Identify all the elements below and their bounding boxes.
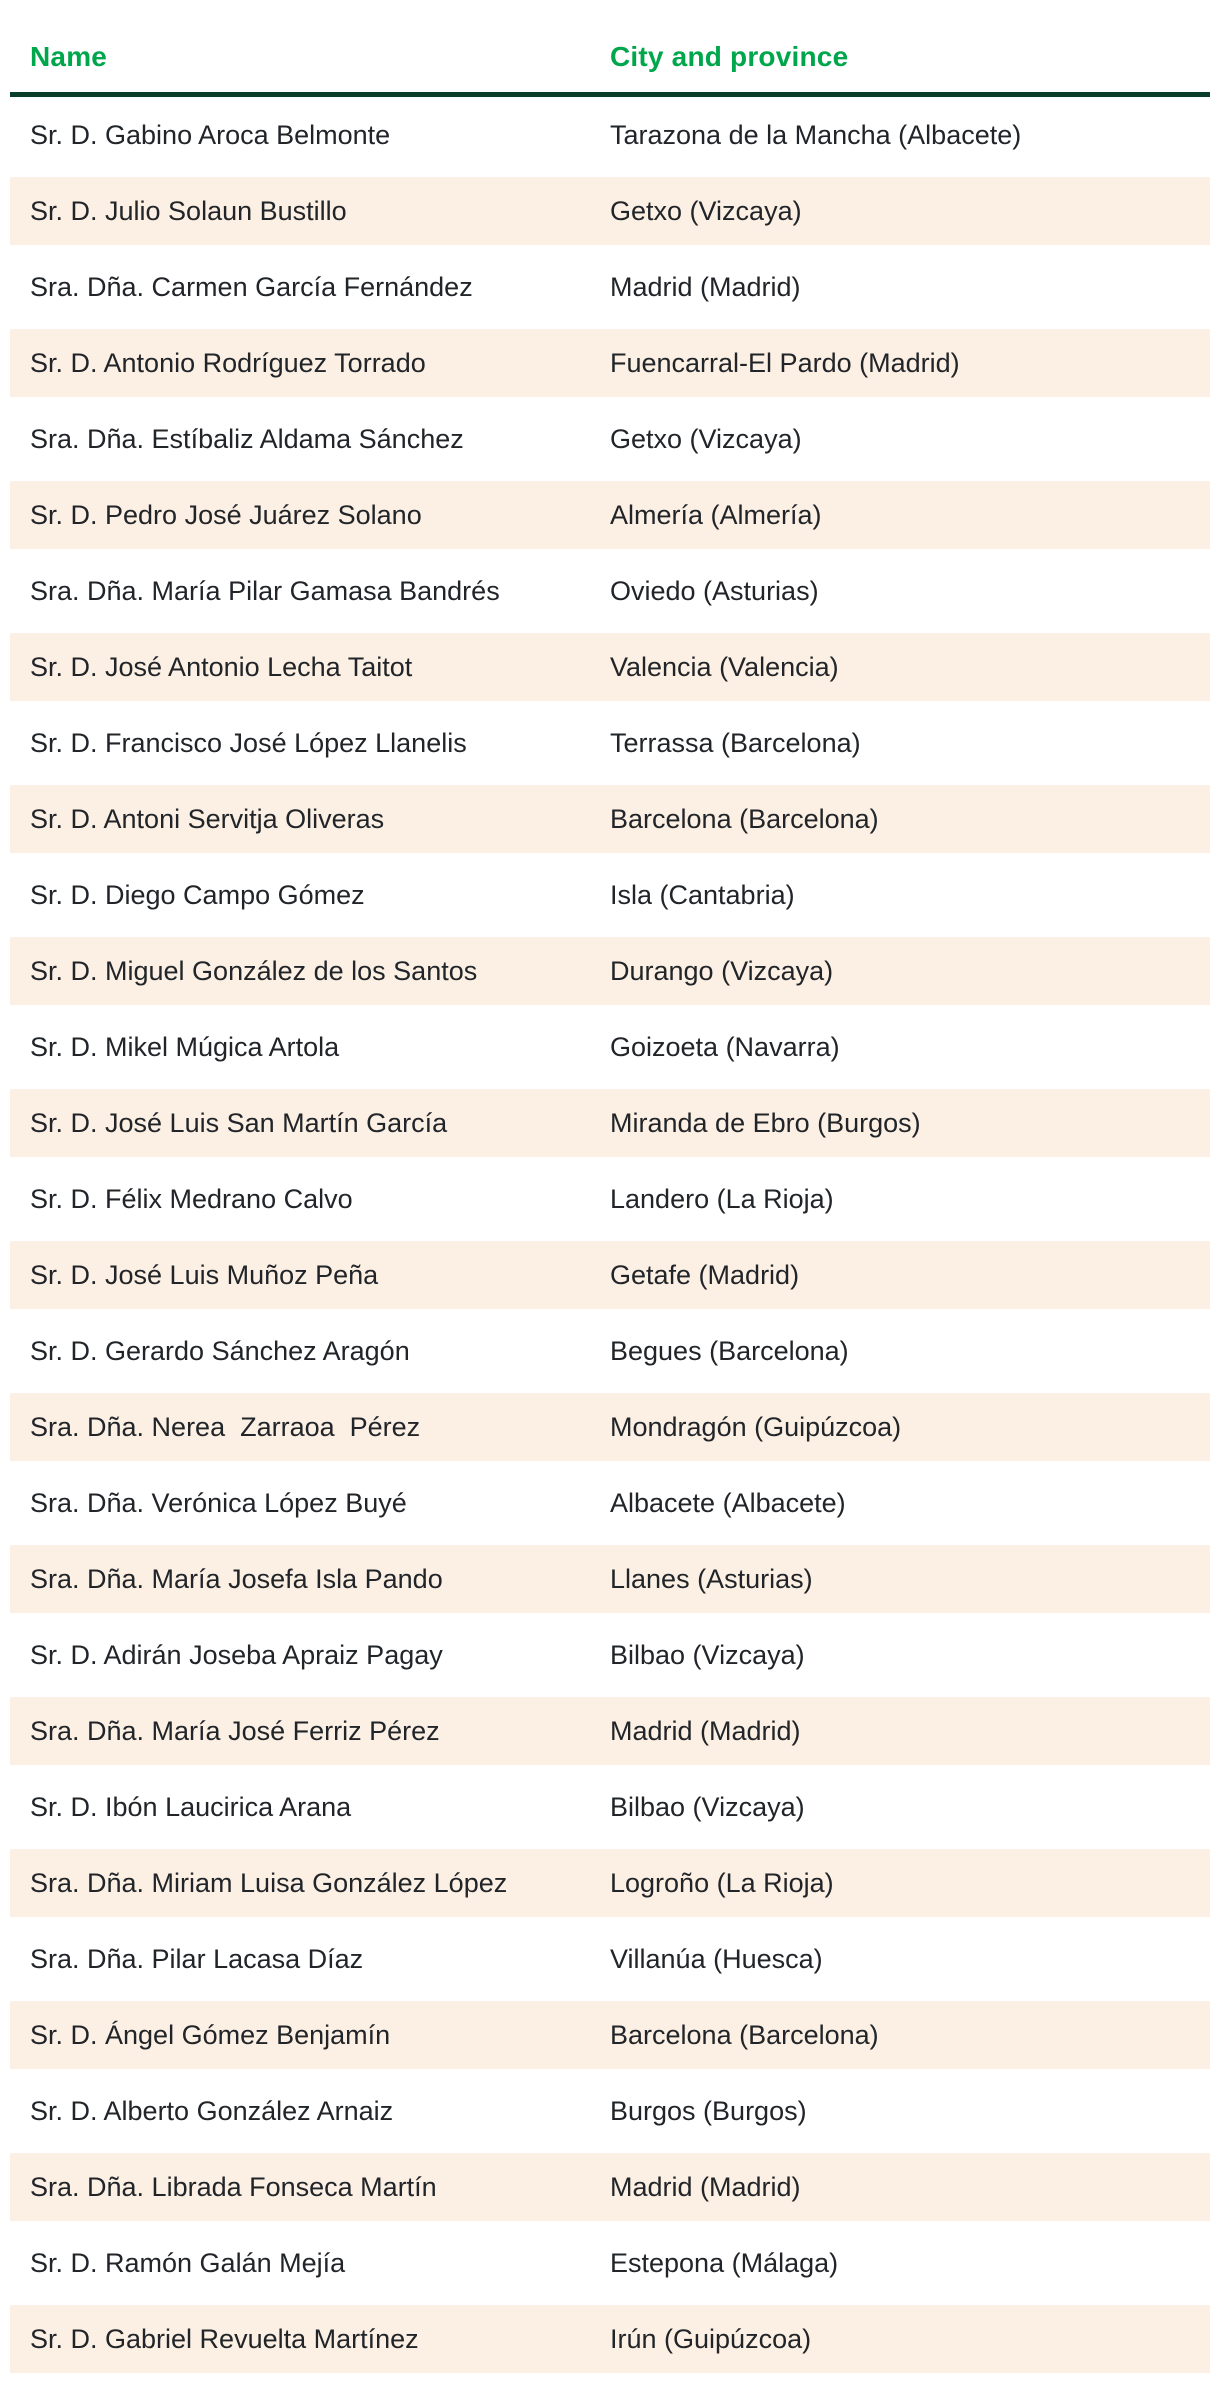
name-cell: Sra. Dña. María José Ferriz Pérez <box>30 1715 440 1746</box>
city-cell: Getafe (Madrid) <box>610 1259 800 1290</box>
table-row <box>10 253 1210 321</box>
table-row <box>10 101 1210 169</box>
name-cell: Sr. D. José Luis Muñoz Peña <box>30 1259 379 1290</box>
city-cell: Getxo (Vizcaya) <box>610 423 802 454</box>
name-cell: Sra. Dña. Librada Fonseca Martín <box>30 2171 437 2202</box>
city-cell: Durango (Vizcaya) <box>610 955 834 986</box>
table-row <box>10 2001 1210 2069</box>
city-cell: Mondragón (Guipúzcoa) <box>610 1411 902 1442</box>
city-cell: Begues (Barcelona) <box>610 1335 849 1366</box>
city-cell: Madrid (Madrid) <box>610 2171 801 2202</box>
city-cell: Barcelona (Barcelona) <box>610 2019 879 2050</box>
table-row <box>10 329 1210 397</box>
name-cell: Sr. D. Gerardo Sánchez Aragón <box>30 1335 410 1366</box>
table-row <box>10 1013 1210 1081</box>
city-cell: Albacete (Albacete) <box>610 1487 846 1518</box>
name-cell: Sra. Dña. Miriam Luisa González López <box>30 1867 508 1898</box>
table-row <box>10 2077 1210 2145</box>
city-cell: Goizoeta (Navarra) <box>610 1031 840 1062</box>
name-cell: Sra. Dña. María Pilar Gamasa Bandrés <box>30 575 500 606</box>
city-cell: Landero (La Rioja) <box>610 1183 834 1214</box>
city-cell: Estepona (Málaga) <box>610 2247 839 2278</box>
city-cell: Valencia (Valencia) <box>610 651 839 682</box>
table-row <box>10 1241 1210 1309</box>
name-cell: Sr. D. Gabriel Revuelta Martínez <box>30 2323 419 2354</box>
name-cell: Sra. Dña. Verónica López Buyé <box>30 1487 407 1518</box>
city-cell: Burgos (Burgos) <box>610 2095 807 2126</box>
table-row <box>10 1849 1210 1917</box>
city-cell: Llanes (Asturias) <box>610 1563 813 1594</box>
name-cell: Sr. D. Alberto González Arnaiz <box>30 2095 394 2126</box>
city-cell: Logroño (La Rioja) <box>610 1867 834 1898</box>
name-cell: Sr. D. Adirán Joseba Apraiz Pagay <box>30 1639 443 1670</box>
name-cell: Sr. D. Ibón Laucirica Arana <box>30 1791 352 1822</box>
city-cell: Madrid (Madrid) <box>610 271 801 302</box>
table-row <box>10 1773 1210 1841</box>
name-cell: Sr. D. Diego Campo Gómez <box>30 879 365 910</box>
table-row <box>10 1621 1210 1689</box>
city-cell: Terrassa (Barcelona) <box>610 727 861 758</box>
table-row <box>10 481 1210 549</box>
name-cell: Sr. D. Pedro José Juárez Solano <box>30 499 422 530</box>
table-row <box>10 1165 1210 1233</box>
city-cell: Miranda de Ebro (Burgos) <box>610 1107 921 1138</box>
table-body <box>10 101 1210 2373</box>
table-row <box>10 785 1210 853</box>
table-row <box>10 1697 1210 1765</box>
name-cell: Sr. D. Ángel Gómez Benjamín <box>30 2019 391 2050</box>
name-cell: Sra. Dña. Pilar Lacasa Díaz <box>30 1943 364 1974</box>
table-row <box>10 2153 1210 2221</box>
name-cell: Sr. D. Mikel Múgica Artola <box>30 1031 340 1062</box>
name-cell: Sr. D. Gabino Aroca Belmonte <box>30 119 391 150</box>
table-row <box>10 2305 1210 2373</box>
city-cell: Bilbao (Vizcaya) <box>610 1791 805 1822</box>
name-cell: Sr. D. José Antonio Lecha Taitot <box>30 651 413 682</box>
city-cell: Villanúa (Huesca) <box>610 1943 823 1974</box>
column-header-name: Name <box>30 41 108 72</box>
table-row <box>10 1089 1210 1157</box>
name-cell: Sra. Dña. Nerea Zarraoa Pérez <box>30 1411 421 1442</box>
name-cell: Sra. Dña. María Josefa Isla Pando <box>30 1563 443 1594</box>
name-cell: Sr. D. José Luis San Martín García <box>30 1107 448 1138</box>
table-header-row <box>10 0 1210 97</box>
city-cell: Fuencarral-El Pardo (Madrid) <box>610 347 960 378</box>
city-cell: Bilbao (Vizcaya) <box>610 1639 805 1670</box>
table-row <box>10 557 1210 625</box>
name-cell: Sr. D. Francisco José López Llanelis <box>30 727 467 758</box>
city-cell: Getxo (Vizcaya) <box>610 195 802 226</box>
name-cell: Sr. D. Ramón Galán Mejía <box>30 2247 346 2278</box>
table-row <box>10 1393 1210 1461</box>
table-row <box>10 177 1210 245</box>
table-row <box>10 1545 1210 1613</box>
city-cell: Madrid (Madrid) <box>610 1715 801 1746</box>
table-row <box>10 1925 1210 1993</box>
name-cell: Sr. D. Antonio Rodríguez Torrado <box>30 347 426 378</box>
table-row <box>10 1469 1210 1537</box>
table-row <box>10 1317 1210 1385</box>
name-cell: Sr. D. Miguel González de los Santos <box>30 955 478 986</box>
city-cell: Oviedo (Asturias) <box>610 575 819 606</box>
name-cell: Sr. D. Antoni Servitja Oliveras <box>30 803 385 834</box>
name-cell: Sr. D. Félix Medrano Calvo <box>30 1183 353 1214</box>
city-cell: Irún (Guipúzcoa) <box>610 2323 812 2354</box>
table-row <box>10 937 1210 1005</box>
name-cell: Sra. Dña. Estíbaliz Aldama Sánchez <box>30 423 464 454</box>
table-row <box>10 633 1210 701</box>
table-row <box>10 405 1210 473</box>
city-cell: Barcelona (Barcelona) <box>610 803 879 834</box>
city-cell: Isla (Cantabria) <box>610 879 795 910</box>
name-cell: Sra. Dña. Carmen García Fernández <box>30 271 473 302</box>
column-header-city-and-province: City and province <box>610 41 849 72</box>
table-row <box>10 2229 1210 2297</box>
city-cell: Almería (Almería) <box>610 499 822 530</box>
table-row <box>10 709 1210 777</box>
city-cell: Tarazona de la Mancha (Albacete) <box>610 119 1022 150</box>
people-table <box>10 0 1210 2381</box>
name-cell: Sr. D. Julio Solaun Bustillo <box>30 195 347 226</box>
table-row <box>10 861 1210 929</box>
